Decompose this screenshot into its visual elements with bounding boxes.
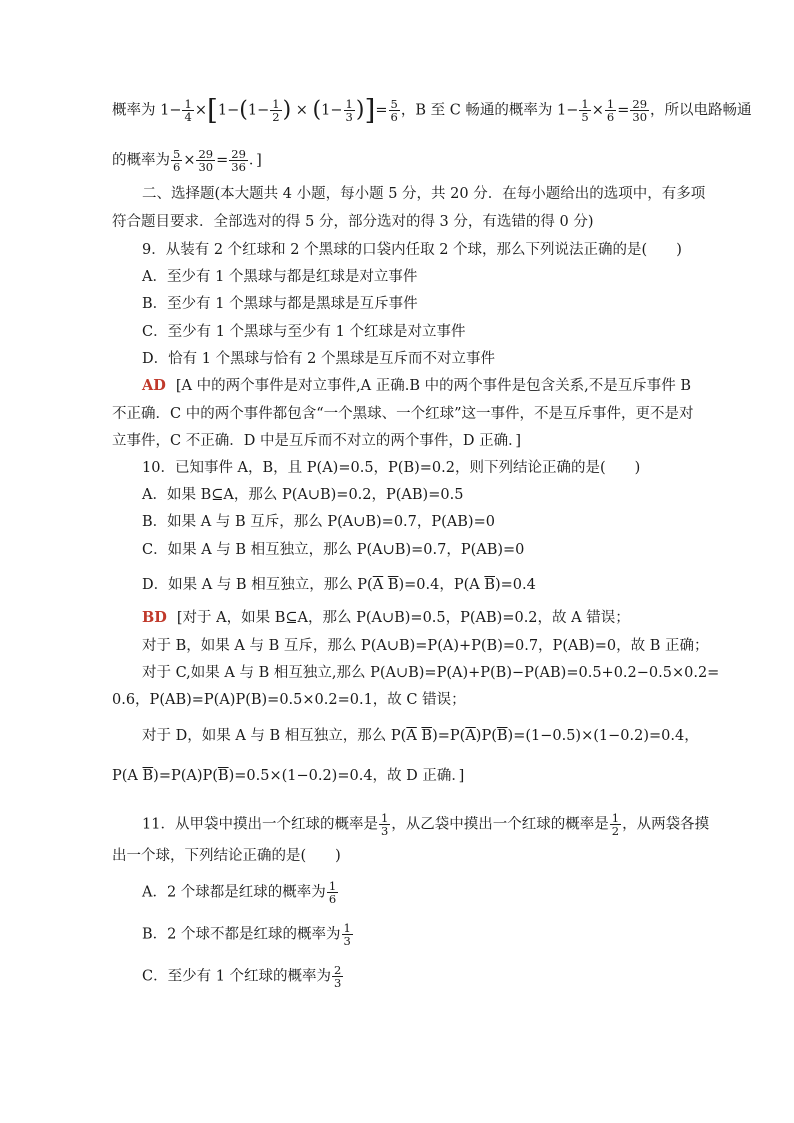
paren-open: ( (312, 97, 322, 123)
text: D．如果 A 与 B 相互独立，那么 P( (142, 577, 373, 593)
text: [A 中的两个事件是对立事件,A 正确.B 中的两个事件是包含关系,不是互斥事件 B (175, 378, 692, 394)
text: × (194, 102, 207, 119)
fraction: $\frac{5}{6}$ (390, 97, 398, 124)
text: ， (400, 102, 416, 119)
text: 1− (247, 102, 270, 119)
fraction: $\frac{1}{3}$ (380, 811, 389, 838)
text: 1− (217, 102, 240, 119)
fraction: $\frac{1}{6}$ (328, 879, 337, 906)
q11-option-c (142, 964, 344, 989)
q9-option-c: C．至少有 1 个黑球与至少有 1 个红球是对立事件 (142, 324, 466, 340)
text: × (295, 102, 308, 119)
text: 11．从甲袋中摸出一个红球的概率是 (142, 816, 378, 833)
fraction: $\frac{1}{6}$ (606, 97, 615, 124)
q10-option-a: A．如果 B⊆A，那么 P(A∪B)=0.2，P(AB)=0.5 (142, 487, 464, 503)
text: 的概率为 (112, 152, 170, 169)
solution8-line2 (112, 148, 262, 173)
q9-option-b: B．至少有 1 个黑球与都是黑球是互斥事件 (142, 296, 418, 312)
overline-b: $\overline{B}$ (496, 728, 508, 744)
section2-heading-line1: 二、选择题(本大题共 4 小题，每小题 5 分，共 20 分．在每小题给出的选项中，有多项 (142, 186, 706, 202)
overline-a: $\overline{A}$ (406, 728, 417, 744)
q10-explanation-line1 (142, 608, 630, 628)
overline-a: $\overline{A}$ (465, 728, 476, 744)
text: )=(1−0.5)×(1−0.2)=0.4， (507, 728, 699, 744)
q9-explanation-line2: 不正确．C 中的两个事件都包含“一个黑球、一个红球”这一事件，不是互斥事件，更不是对 (112, 406, 694, 422)
fraction: $\frac{1}{3}$ (343, 921, 351, 948)
text: )=P( (432, 728, 466, 744)
q10-explanation-line4: 0.6，P(AB)=P(A)P(B)=0.5×0.2=0.1，故 C 错误； (112, 692, 466, 708)
text: ．] (248, 152, 262, 169)
q11-stem-line1 (142, 812, 709, 837)
overline-a: $\overline{A}$ (372, 577, 384, 593)
fraction: $\frac{1}{3}$ (345, 97, 353, 124)
text: )P( (475, 728, 497, 744)
q9-option-d: D．恰有 1 个黑球与恰有 2 个黑球是互斥而不对立事件 (142, 351, 496, 367)
text: 1− (321, 102, 343, 119)
text: B．2 个球不都是红球的概率为 (142, 926, 341, 943)
text: B 至 C 畅通的概率为 1− (415, 102, 579, 119)
text: 对于 D，如果 A 与 B 相互独立，那么 P( (142, 728, 407, 744)
q10-explanation-line6 (112, 766, 464, 786)
q9-option-a: A．至少有 1 个黑球与都是红球是对立事件 (142, 269, 418, 285)
q9-explanation-line1 (142, 376, 691, 396)
overline-b: $\overline{B}$ (217, 768, 229, 784)
overline-b: $\overline{B}$ (421, 728, 433, 744)
text: 概率为 1− (112, 102, 182, 119)
text: )=0.4，P(A (398, 577, 485, 593)
text: [对于 A，如果 B⊆A，那么 P(A∪B)=0.5，P(AB)=0.2，故 A 错误； (176, 610, 630, 626)
text: )=0.4 (495, 577, 536, 593)
q11-stem-line2: 出一个球，下列结论正确的是( ) (112, 848, 341, 864)
section2-heading-line2: 符合题目要求．全部选对的得 5 分，部分选对的得 3 分，有选错的得 0 分) (112, 214, 594, 230)
fraction: $\frac{2}{3}$ (334, 963, 342, 990)
text: ，所以电路畅通 (650, 102, 752, 119)
fraction: $\frac{29}{30}$ (632, 97, 648, 124)
q11-option-b (142, 922, 354, 947)
q10-option-c: C．如果 A 与 B 相互独立，那么 P(A∪B)=0.7，P(AB)=0 (142, 542, 525, 558)
paren-close: ) (282, 97, 292, 123)
q9-answer: AD (142, 377, 166, 394)
text: ，从两袋各摸 (622, 816, 710, 833)
text: = (617, 102, 630, 119)
text: ，从乙袋中摸出一个红球的概率是 (391, 816, 609, 833)
fraction: $\frac{1}{2}$ (611, 811, 620, 838)
overline-b: $\overline{B}$ (484, 577, 495, 593)
bracket-open: [ (206, 93, 218, 127)
text: × (183, 152, 196, 169)
solution8-line1 (112, 93, 752, 127)
q9-explanation-line3: 立事件，C 不正确．D 中是互斥而不对立的两个事件，D 正确．] (112, 433, 522, 449)
text: C．至少有 1 个红球的概率为 (142, 968, 332, 985)
fraction: $\frac{29}{36}$ (231, 147, 246, 174)
text: = (375, 102, 388, 119)
text: = (216, 152, 229, 169)
fraction: $\frac{29}{30}$ (198, 147, 214, 174)
q10-option-b: B．如果 A 与 B 互斥，那么 P(A∪B)=0.7，P(AB)=0 (142, 514, 495, 530)
q10-stem: 10．已知事件 A，B，且 P(A)=0.5，P(B)=0.2，则下列结论正确的是( ) (142, 460, 641, 476)
fraction: $\frac{1}{5}$ (581, 97, 589, 124)
q9-stem: 9．从装有 2 个红球和 2 个黑球的口袋内任取 2 个球，那么下列说法正确的是( ) (142, 242, 682, 258)
text: A．2 个球都是红球的概率为 (142, 884, 326, 901)
fraction: $\frac{1}{4}$ (184, 97, 192, 124)
q10-answer: BD (142, 609, 167, 626)
q10-explanation-line5 (142, 726, 699, 746)
paren-close: ) (355, 97, 365, 123)
q10-explanation-line3: 对于 C,如果 A 与 B 相互独立,那么 P(A∪B)=P(A)+P(B)−P(AB)=0.5+0.2−0.5×0.2= (142, 665, 720, 681)
text: )=P(A)P( (153, 768, 218, 784)
q11-option-a (142, 880, 339, 905)
overline-b: $\overline{B}$ (387, 577, 399, 593)
fraction: $\frac{5}{6}$ (173, 147, 181, 174)
q10-option-d (142, 575, 536, 595)
bracket-close: ] (364, 93, 376, 127)
fraction: $\frac{1}{2}$ (272, 97, 280, 124)
overline-b: $\overline{B}$ (142, 768, 154, 784)
text: P(A (112, 768, 143, 784)
paren-open: ( (239, 97, 248, 123)
text: × (591, 102, 604, 119)
text: )=0.5×(1−0.2)=0.4，故 D 正确．] (228, 768, 465, 784)
q10-explanation-line2: 对于 B，如果 A 与 B 互斥，那么 P(A∪B)=P(A)+P(B)=0.7，P(AB)=0，故 B 正确； (142, 638, 709, 654)
